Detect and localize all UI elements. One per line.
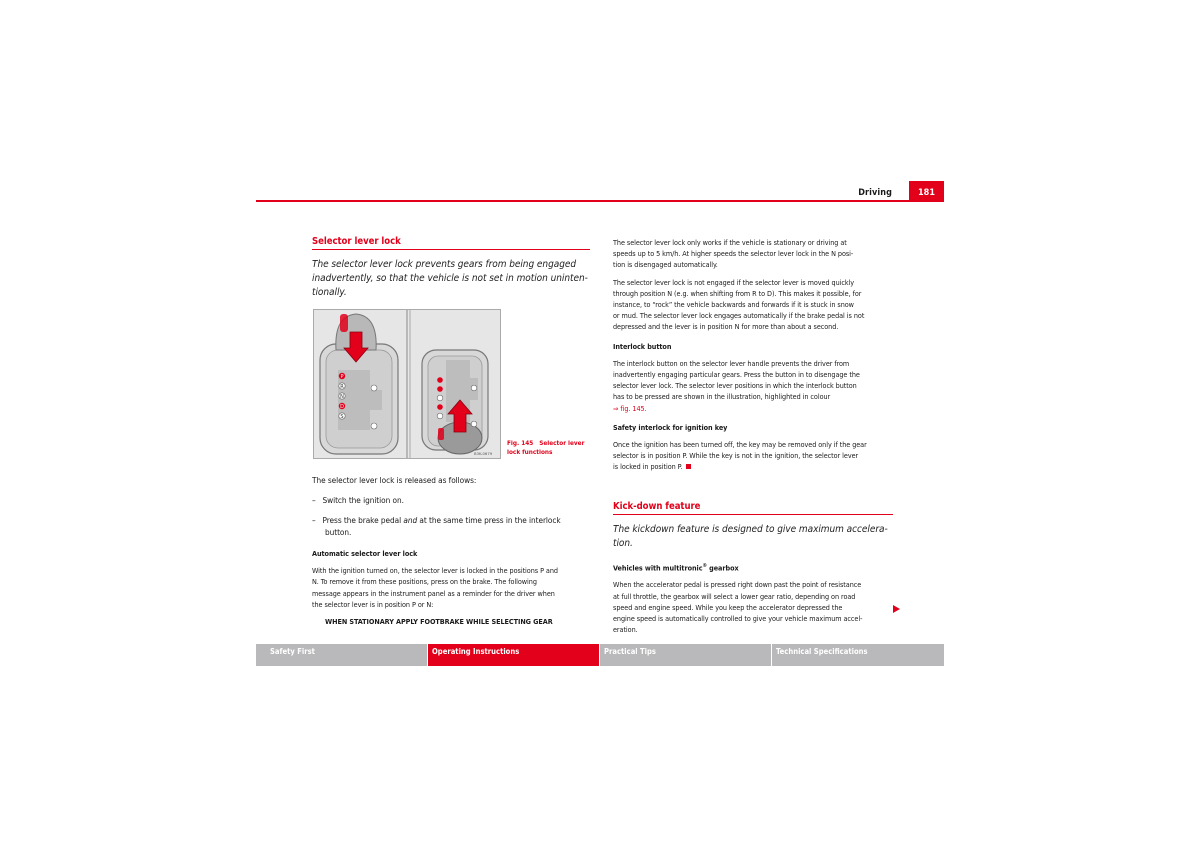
- text-line: eration.: [613, 625, 638, 635]
- text-line: speeds up to 5 km/h. At higher speeds the selector lever lock in the N posi-: [613, 249, 854, 259]
- lead-line: tion.: [613, 537, 633, 549]
- text-line: The selector lever lock is not engaged if the selector lever is moved quickly: [613, 277, 855, 287]
- interlock-heading: Interlock button: [613, 341, 672, 351]
- tab-safety-first[interactable]: Safety First: [256, 644, 427, 666]
- end-of-section-square-icon: [686, 464, 691, 469]
- paragraph: [613, 237, 893, 271]
- text-line: N. To remove it from these positions, press on the brake. The following: [312, 577, 537, 587]
- section-title-selector-lever-lock: Selector lever lock: [312, 236, 590, 250]
- interlock-text: [613, 358, 893, 414]
- text-line: tion is disengaged automatically.: [613, 260, 718, 270]
- step-text: Switch the ignition on.: [322, 495, 404, 505]
- text-line: selector lever lock. The selector lever positions in which the interlock button: [613, 381, 857, 391]
- warning-message: WHEN STATIONARY APPLY FOOTBRAKE WHILE SELECTING GEAR: [325, 617, 553, 627]
- section-lead: [312, 258, 590, 300]
- text-line: engine speed is automatically controlled to give your vehicle maximum accel-: [613, 614, 863, 624]
- text-line: The selector lever lock only works if the vehicle is stationary or driving at: [613, 238, 847, 247]
- gear-label: R: [340, 384, 344, 390]
- figure-caption: Fig. 145 Selector lever lock functions: [507, 439, 585, 456]
- text-line: has to be pressed are shown in the illustration, highlighted in colour: [613, 392, 831, 402]
- paragraph: [613, 277, 893, 333]
- step-text: Press the brake pedal: [322, 515, 402, 525]
- safety-interlock-heading: Safety interlock for ignition key: [613, 422, 728, 432]
- text-line: is locked in position P.: [613, 462, 683, 472]
- figure-reference-link[interactable]: ⇒ fig. 145.: [613, 403, 647, 413]
- lead-line: inadvertently, so that the vehicle is not set in motion uninten-: [312, 273, 588, 285]
- heading-part: gearbox: [706, 563, 739, 573]
- text-line: With the ignition turned on, the selector lever is locked in the positions P and: [312, 566, 558, 576]
- text-line: When the accelerator pedal is pressed right down past the point of resistance: [613, 580, 862, 590]
- tab-practical-tips[interactable]: Practical Tips: [600, 644, 771, 666]
- text-line: message appears in the instrument panel as a reminder for the driver when: [312, 588, 555, 598]
- lead-line: tionally.: [312, 287, 347, 299]
- tab-operating-instructions[interactable]: Operating Instructions: [428, 644, 599, 666]
- page-number: 181: [909, 181, 944, 201]
- lead-line: The selector lever lock prevents gears from being engaged: [312, 259, 577, 271]
- header-rule: [256, 200, 944, 202]
- text-line: selector is in position P. While the key is not in the ignition, the selector lever: [613, 451, 859, 461]
- text-line: instance, to “rock” the vehicle backwards and forwards if it is stuck in snow: [613, 300, 854, 310]
- auto-lock-text: [312, 565, 590, 610]
- tab-technical-specifications[interactable]: Technical Specifications: [772, 644, 944, 666]
- step-text: button.: [325, 527, 352, 537]
- gear-label: D: [340, 404, 344, 410]
- step-emphasis: and: [403, 515, 418, 525]
- left-column: [312, 236, 590, 308]
- text-line: the selector lever is in position P or N:: [312, 599, 434, 609]
- safety-interlock-text: [613, 439, 893, 473]
- selector-lever-illustration: [314, 310, 500, 458]
- section-title-kick-down: Kick-down feature: [613, 501, 893, 515]
- lead-line: The kickdown feature is designed to give maximum accelera-: [613, 523, 888, 535]
- registered-mark: ®: [702, 562, 707, 569]
- text-line: inadvertently engaging particular gears. Press the button in to disengage the: [613, 370, 860, 380]
- text-line: or mud. The selector lever lock engages automatically if the brake pedal is not: [613, 311, 865, 321]
- left-column-lower: [312, 474, 590, 633]
- continue-arrow-icon[interactable]: [893, 605, 900, 613]
- gear-label: N: [340, 394, 344, 400]
- right-column: [613, 237, 893, 641]
- footer-nav: [256, 644, 944, 666]
- step-item: – Press the brake pedal and at the same time press in the interlock button.: [312, 515, 561, 537]
- auto-lock-heading: Automatic selector lever lock: [312, 549, 418, 558]
- multitronic-text: [613, 579, 893, 635]
- text-line: speed and engine speed. While you keep the accelerator depressed the: [613, 602, 843, 612]
- release-intro: The selector lever lock is released as follows:: [312, 475, 477, 485]
- figure-selector-lever: [313, 309, 501, 459]
- step-item: – Switch the ignition on.: [312, 495, 404, 505]
- kick-down-lead: [613, 523, 893, 551]
- text-line: The interlock button on the selector lever handle prevents the driver from: [613, 358, 850, 368]
- gear-label: S: [340, 414, 344, 420]
- figure-caption-text: lock functions: [507, 447, 553, 456]
- figure-code: B3K-0679: [474, 451, 493, 456]
- figure-caption-label: Fig. 145: [507, 439, 534, 447]
- text-line: at full throttle, the gearbox will select a lower gear ratio, depending on road: [613, 591, 856, 601]
- text-line: Once the ignition has been turned off, the key may be removed only if the gear: [613, 440, 867, 450]
- gear-label: P: [340, 374, 344, 380]
- text-line: depressed and the lever is in position N for more than about a second.: [613, 322, 839, 332]
- step-text: at the same time press in the interlock: [419, 515, 561, 525]
- heading-part: Vehicles with multitronic: [613, 563, 703, 573]
- chapter-title: Driving: [858, 188, 892, 198]
- multitronic-heading: [613, 561, 893, 574]
- text-line: through position N (e.g. when shifting from R to D). This makes it possible, for: [613, 288, 862, 298]
